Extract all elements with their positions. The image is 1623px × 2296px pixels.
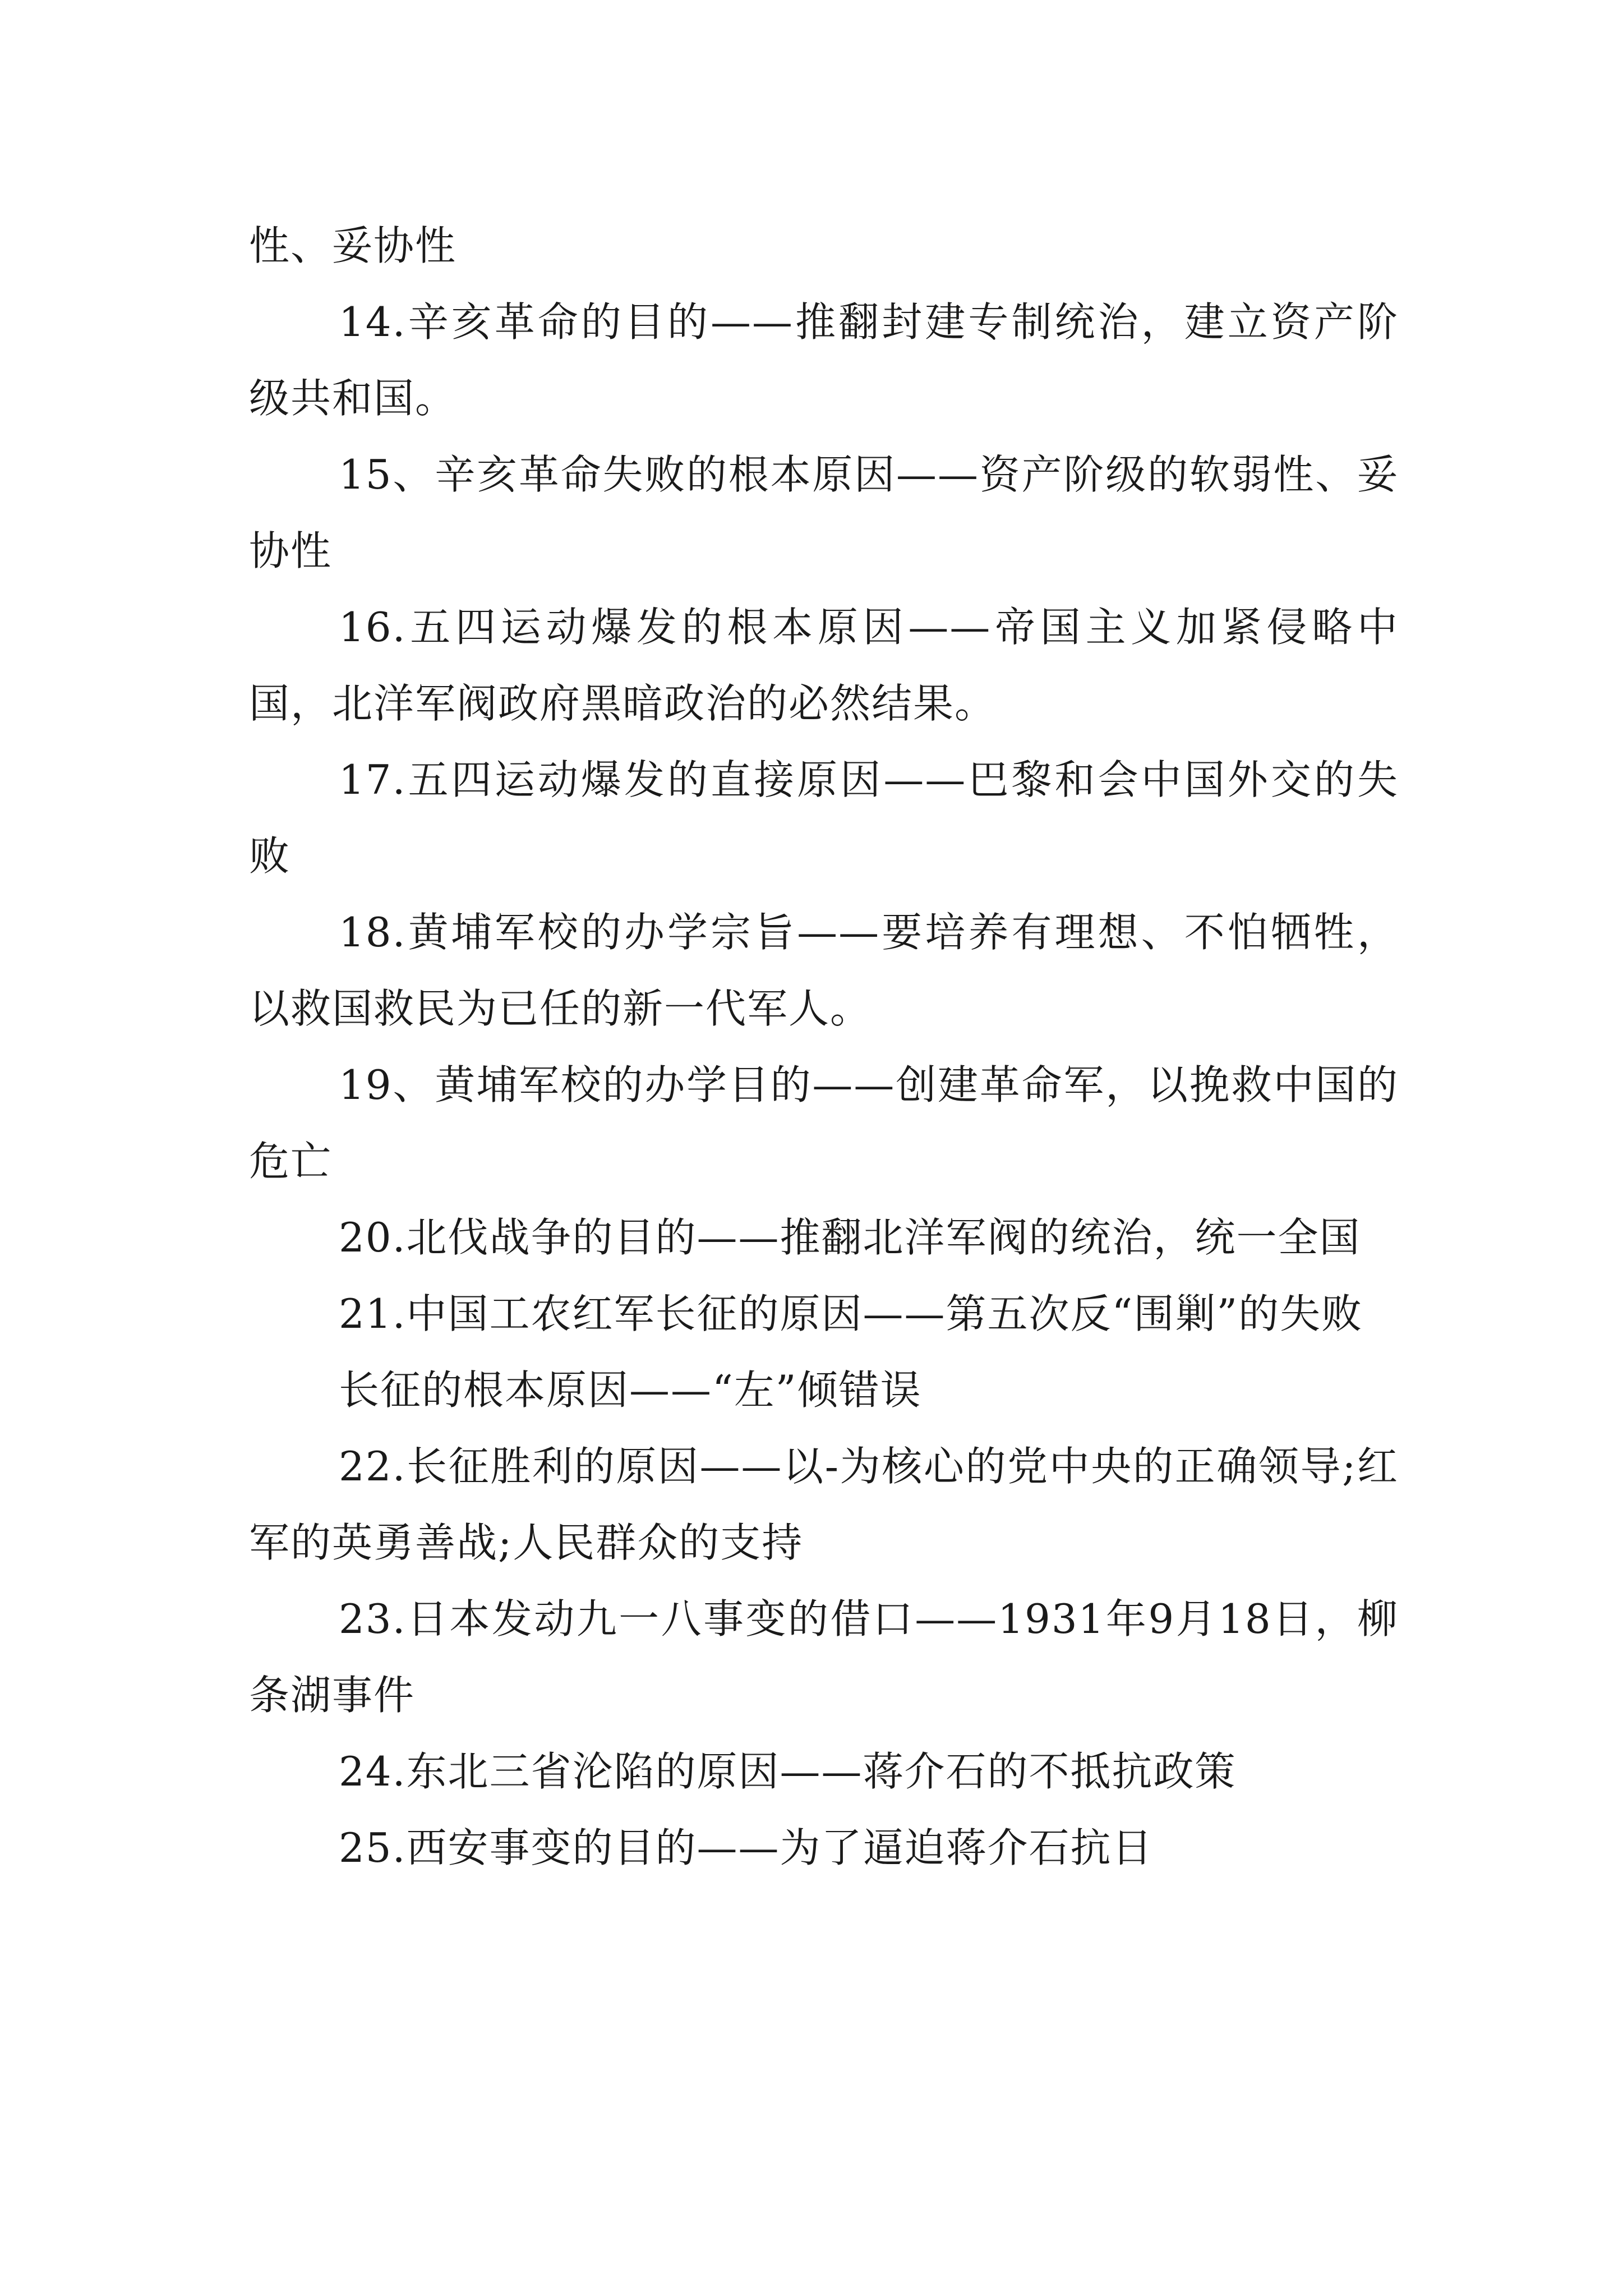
paragraph-18: 18.黄埔军校的办学宗旨——要培养有理想、不怕牺牲，以救国救民为已任的新一代军人。 — [249, 909, 1399, 1032]
document-body — [249, 208, 1399, 1886]
paragraph-16: 16.五四运动爆发的根本原因——帝国主义加紧侵略中国，北洋军阀政府黑暗政治的必然结果。 — [249, 604, 1399, 727]
paragraph-14: 14.辛亥革命的目的——推翻封建专制统治，建立资产阶级共和国。 — [249, 298, 1399, 422]
paragraph-23: 23.日本发动九一八事变的借口——1931年9月18日，柳条湖事件 — [249, 1595, 1399, 1719]
paragraph-15: 15、辛亥革命失败的根本原因——资产阶级的软弱性、妥协性 — [249, 451, 1399, 574]
paragraph-20: 20.北伐战争的目的——推翻北洋军阀的统治，统一全国 — [339, 1214, 1361, 1261]
paragraph-17: 17.五四运动爆发的直接原因——巴黎和会中国外交的失败 — [249, 756, 1399, 880]
paragraph-21-note: 长征的根本原因——“左”倾错误 — [339, 1366, 922, 1414]
paragraph-19: 19、黄埔军校的办学目的——创建革命军，以挽救中国的危亡 — [249, 1061, 1399, 1185]
paragraph-24: 24.东北三省沦陷的原因——蒋介石的不抵抗政策 — [339, 1748, 1237, 1795]
paragraph-continuation: 性、妥协性 — [249, 222, 457, 269]
paragraph-21: 21.中国工农红军长征的原因——第五次反“围剿”的失败 — [339, 1290, 1363, 1337]
paragraph-25: 25.西安事变的目的——为了逼迫蒋介石抗日 — [339, 1824, 1154, 1871]
paragraph-22: 22.长征胜利的原因——以-为核心的党中央的正确领导;红军的英勇善战;人民群众的支持 — [249, 1443, 1399, 1566]
